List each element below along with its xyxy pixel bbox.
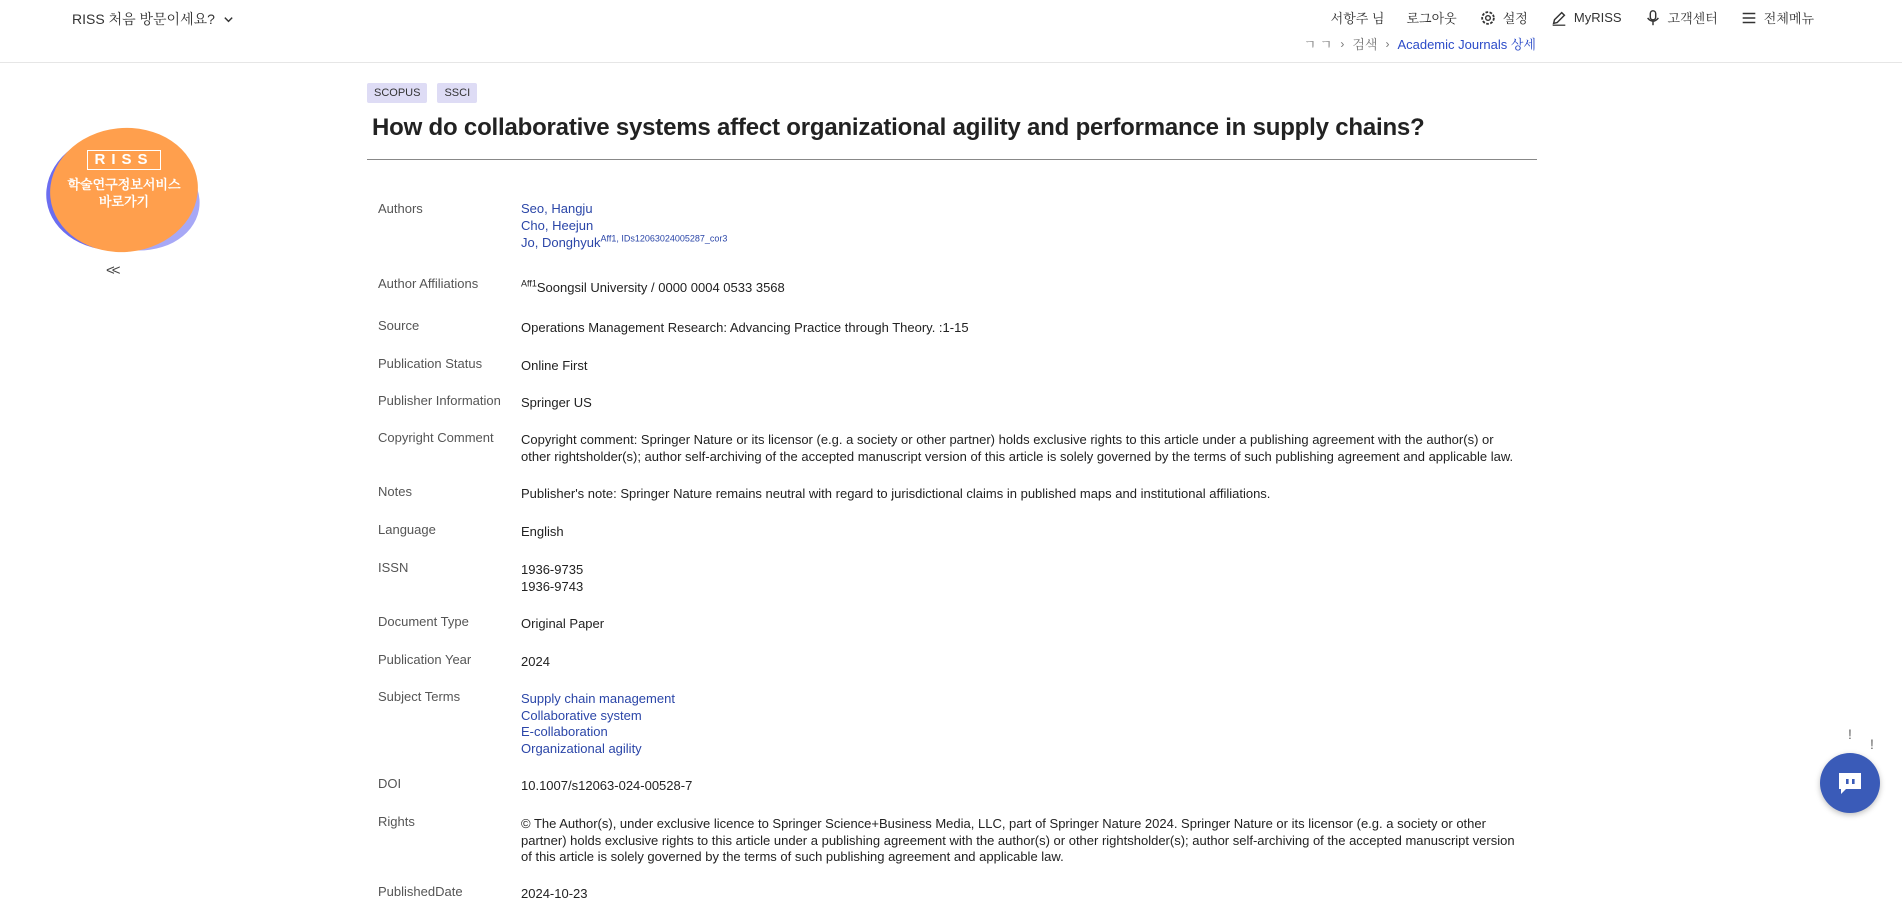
support-link[interactable] (1644, 8, 1718, 27)
logout-link[interactable] (1407, 8, 1457, 27)
author-link[interactable]: Cho, Heejun (521, 217, 594, 233)
affiliation-sup: Aff1 (521, 278, 537, 289)
floating-alert-mark: ! (1870, 736, 1874, 752)
index-badges (367, 83, 477, 103)
riss-banner[interactable] (44, 128, 204, 260)
affiliation-text: Soongsil University / 0000 0004 0533 3568 (536, 280, 785, 295)
affiliations-label: Author Affiliations (378, 276, 479, 291)
authors-value (521, 201, 1521, 252)
subject-term-link[interactable]: Organizational agility (521, 740, 642, 756)
chevron-right-icon: › (1340, 36, 1345, 51)
subject-term-link[interactable]: Supply chain management (521, 691, 675, 706)
issn-online: 1936-9743 (521, 578, 584, 594)
rights-label: Rights (378, 814, 415, 829)
chat-bubble-icon (1836, 770, 1864, 796)
first-visit-dropdown[interactable] (72, 9, 234, 29)
copyright-label: Copyright Comment (378, 430, 494, 445)
user-name-label: 서항주 님 (1330, 11, 1385, 26)
author-affiliation-sup: Aff1, IDs12063024005287_cor3 (600, 233, 728, 244)
myriss-label: MyRISS (1573, 10, 1622, 25)
issn-label: ISSN (378, 560, 409, 575)
settings-link[interactable] (1479, 8, 1528, 27)
microphone-icon (1644, 9, 1662, 27)
support-label: 고객센터 (1667, 11, 1718, 26)
divider (367, 159, 1537, 160)
doi-label: DOI (378, 776, 402, 791)
subject-term-link[interactable]: E-collaboration (521, 724, 608, 739)
chevron-down-icon (223, 14, 234, 25)
language-value: English (521, 524, 564, 539)
chevron-right-icon: › (1385, 36, 1390, 51)
hamburger-icon (1740, 9, 1758, 27)
authors-label: Authors (378, 201, 423, 216)
pub-status-value: Online First (521, 358, 588, 373)
subject-term-link[interactable]: Collaborative system (521, 707, 642, 723)
gear-icon (1479, 9, 1497, 27)
doc-type-value: Original Paper (521, 616, 605, 631)
riss-logo: RISS (87, 150, 160, 170)
source-value: Operations Management Research: Advancing Practice through Theory. :1-15 (521, 320, 969, 335)
utility-menu (1309, 8, 1814, 27)
first-visit-label: RISS 처음 방문이세요? (72, 11, 215, 27)
issn-value (521, 562, 1521, 595)
pub-year-label: Publication Year (378, 652, 472, 667)
breadcrumb-item-current[interactable]: Academic Journals 상세 (1397, 37, 1536, 52)
article-title: How do collaborative systems affect organizational agility and performance in supply chains? (372, 114, 1425, 141)
publisher-label: Publisher Information (378, 393, 501, 408)
badge-ssci: SSCI (437, 83, 477, 103)
myriss-link[interactable] (1550, 9, 1622, 27)
subjects-value (521, 691, 1521, 757)
pub-year-value: 2024 (521, 654, 550, 669)
affiliations-value (521, 280, 1521, 297)
published-date-value: 2024-10-23 (521, 886, 588, 901)
breadcrumb-item-home[interactable]: ㄱ ㄱ (1303, 37, 1333, 52)
banner-line-2: 바로가기 (98, 194, 150, 209)
pub-status-label: Publication Status (378, 356, 483, 371)
author-link[interactable]: Jo, Donghyuk (521, 235, 601, 250)
all-menu-button[interactable] (1740, 8, 1814, 27)
banner-content (44, 150, 204, 210)
doi-value: 10.1007/s12063-024-00528-7 (521, 778, 693, 793)
floating-alert-mark: ! (1848, 726, 1852, 742)
top-bar (0, 0, 1902, 37)
doc-type-label: Document Type (378, 614, 469, 629)
publisher-value: Springer US (521, 395, 592, 410)
badge-scopus: SCOPUS (367, 83, 427, 103)
chatbot-button[interactable] (1820, 753, 1880, 813)
issn-print: 1936-9735 (521, 562, 584, 577)
all-menu-label: 전체메뉴 (1763, 11, 1814, 26)
subjects-label: Subject Terms (378, 689, 461, 704)
published-date-label: PublishedDate (378, 884, 463, 899)
settings-label: 설정 (1502, 11, 1528, 26)
logout-label: 로그아웃 (1406, 11, 1457, 26)
breadcrumb-item-search[interactable]: 검색 (1352, 37, 1378, 52)
language-label: Language (378, 522, 436, 537)
banner-line-1: 학술연구정보서비스 (67, 177, 181, 192)
collapse-banner-button[interactable]: << (106, 262, 118, 279)
source-label: Source (378, 318, 420, 333)
breadcrumb (0, 36, 1902, 63)
notes-value: Publisher's note: Springer Nature remains neutral with regard to jurisdictional claims in published maps and institutional affiliations. (521, 486, 1271, 501)
breadcrumb-trail (1304, 36, 1536, 53)
user-name[interactable] (1331, 8, 1385, 27)
notes-label: Notes (378, 484, 412, 499)
pencil-icon (1550, 9, 1568, 27)
rights-value: © The Author(s), under exclusive licence to Springer Science+Business Media, LLC, part of Springer Nature 2024. Springer Nature or its licensor (e.g. a society or other partner) holds exclusive rights to this article under a publishing agreement with the author(s) or other rightsholder(s); author self-archiving of the accepted manuscript version of this article is solely governed by the terms of such publishing agreement and applicable law. (521, 816, 1515, 864)
author-link[interactable]: Seo, Hangju (521, 201, 593, 216)
copyright-value: Copyright comment: Springer Nature or its licensor (e.g. a society or other partner) holds exclusive rights to this article under a publishing agreement with the author(s) or other rightsholder(s); author self-archiving of the accepted manuscript version of this article is solely governed by the terms of such publishing agreement and applicable law. (521, 432, 1514, 464)
